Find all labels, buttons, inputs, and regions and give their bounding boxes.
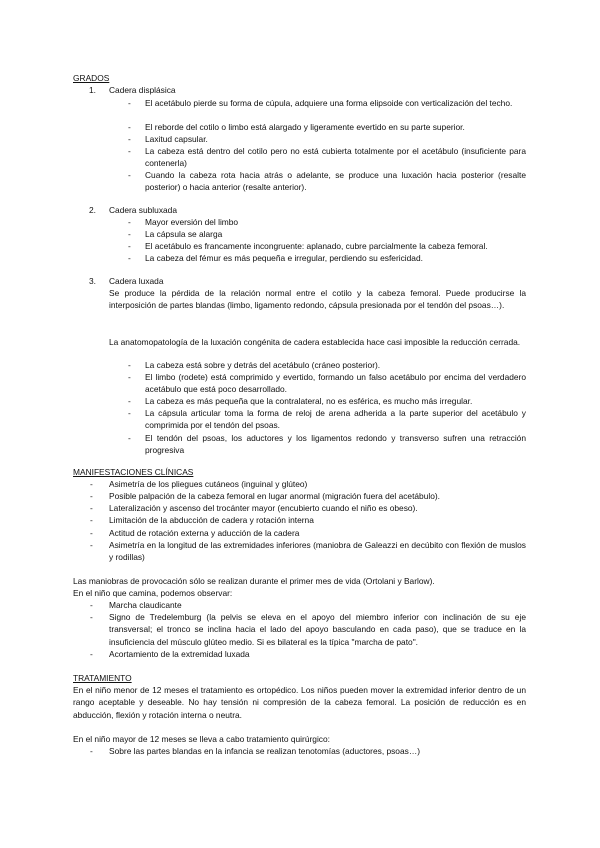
bullet-dash: - xyxy=(90,515,93,525)
list-item: Posible palpación de la cabeza femoral en lugar anormal (migración fuera del acetábulo). xyxy=(109,491,441,501)
list-item: El tendón del psoas, los aductores y los ligamentos redondo y transverso sufren una retracción progresiva xyxy=(145,433,526,456)
item-title-displasica: Cadera displásica xyxy=(109,85,176,95)
item-title-subluxada: Cadera subluxada xyxy=(109,205,177,215)
list-item: El reborde del cotilo o limbo está alargado y ligeramente evertido en su parte superior. xyxy=(145,122,465,132)
list-item: Cuando la cabeza rota hacia atrás o adelante, se produce una luxación hacia posterior (resalte posterior) o hacia anterior (resalte anterior). xyxy=(145,170,526,193)
bullet-dash: - xyxy=(90,479,93,489)
bullet-dash: - xyxy=(128,372,131,382)
list-item: El acetábulo pierde su forma de cúpula, adquiere una forma elipsoide con verticalización del techo. xyxy=(145,98,513,108)
list-item: La cápsula se alarga xyxy=(145,229,223,239)
item-number: 3. xyxy=(89,276,96,286)
item-title-luxada: Cadera luxada xyxy=(109,276,164,286)
list-item: Mayor eversión del limbo xyxy=(145,217,239,227)
bullet-dash: - xyxy=(90,746,93,756)
bullet-dash: - xyxy=(128,360,131,370)
bullet-dash: - xyxy=(128,217,131,227)
bullet-dash: - xyxy=(128,134,131,144)
item-number: 2. xyxy=(89,205,96,215)
list-item: Actitud de rotación externa y aducción de la cadera xyxy=(109,528,300,538)
list-item: La cabeza está dentro del cotilo pero no está cubierta totalmente por el acetábulo (insuficiente para contenerla) xyxy=(145,146,526,169)
list-item: Limitación de la abducción de cadera y rotación interna xyxy=(109,515,314,525)
bullet-dash: - xyxy=(90,600,93,610)
bullet-dash: - xyxy=(128,433,131,443)
list-item: La cabeza está sobre y detrás del acetábulo (cráneo posterior). xyxy=(145,360,381,370)
bullet-dash: - xyxy=(90,540,93,550)
bullet-dash: - xyxy=(128,98,131,108)
list-item: La cabeza es más pequeña que la contralateral, no es esférica, es mucho más irregular. xyxy=(145,396,473,406)
list-item: El limbo (rodete) está comprimido y evertido, formando un falso acetábulo por encima del verdadero acetábulo que está poco desarrollado. xyxy=(145,372,526,395)
section-heading-grados: GRADOS xyxy=(73,73,110,83)
bullet-dash: - xyxy=(90,503,93,513)
list-item: Laxitud capsular. xyxy=(145,134,208,144)
bullet-dash: - xyxy=(128,229,131,239)
list-item: Signo de Tredelemburg (la pelvis se eleva en el apoyo del miembro inferior con inclinación de su eje transversal; el tronco se inclina hacia el lado del apoyo basculando en cada paso), que se traduce en la insuficiencia del músculo glúteo medio. Si es bilateral es la típica "marcha de pato". xyxy=(109,612,526,647)
list-item: Asimetría de los pliegues cutáneos (inguinal y glúteo) xyxy=(109,479,308,489)
list-item: La cápsula articular toma la forma de reloj de arena adherida a la parte superior del acetábulo y comprimida por el tendón del psoas. xyxy=(145,408,526,431)
list-item: La cabeza del fémur es más pequeña e irregular, perdiendo su esfericidad. xyxy=(145,253,423,263)
item-number: 1. xyxy=(89,85,96,95)
list-item: Acortamiento de la extremidad luxada xyxy=(109,649,250,659)
list-item: Sobre las partes blandas en la infancia se realizan tenotomías (aductores, psoas…) xyxy=(109,746,420,756)
bullet-dash: - xyxy=(128,241,131,251)
list-item: Lateralización y ascenso del trocánter mayor (encubierto cuando el niño es obeso). xyxy=(109,503,418,513)
section-heading-tratamiento: TRATAMIENTO xyxy=(73,673,132,683)
bullet-dash: - xyxy=(90,491,93,501)
paragraph: Las maniobras de provocación sólo se realizan durante el primer mes de vida (Ortolani y Barlow). xyxy=(73,576,435,586)
list-item: Asimetría en la longitud de las extremidades inferiores (maniobra de Galeazzi en decúbito con flexión de muslos y rodillas) xyxy=(109,540,526,563)
list-item: Marcha claudicante xyxy=(109,600,182,610)
bullet-dash: - xyxy=(128,170,131,180)
section-heading-manifestaciones: MANIFESTACIONES CLÍNICAS xyxy=(73,467,194,477)
bullet-dash: - xyxy=(128,396,131,406)
bullet-dash: - xyxy=(128,253,131,263)
paragraph: En el niño menor de 12 meses el tratamiento es ortopédico. Los niños pueden mover la extremidad inferior dentro de un rango aceptable y deseable. No hay tensión ni compresión de la cabeza femoral. La posición de reducción es en abducción, flexión y rotación interna o neutra. xyxy=(73,685,526,720)
bullet-dash: - xyxy=(90,649,93,659)
bullet-dash: - xyxy=(128,146,131,156)
paragraph: En el niño que camina, podemos observar: xyxy=(73,588,233,598)
paragraph: En el niño mayor de 12 meses se lleva a cabo tratamiento quirúrgico: xyxy=(73,734,330,744)
bullet-dash: - xyxy=(90,612,93,622)
paragraph: Se produce la pérdida de la relación normal entre el cotilo y la cabeza femoral. Puede producirse la interposición de partes blandas (limbo, ligamento redondo, cápsula presionada por el tendón del psoas…). xyxy=(109,288,526,311)
bullet-dash: - xyxy=(90,528,93,538)
bullet-dash: - xyxy=(128,122,131,132)
list-item: El acetábulo es francamente incongruente: aplanado, cubre parcialmente la cabeza femoral. xyxy=(145,241,488,251)
paragraph: La anatomopatología de la luxación congénita de cadera establecida hace casi imposible la reducción cerrada. xyxy=(109,337,521,347)
bullet-dash: - xyxy=(128,408,131,418)
